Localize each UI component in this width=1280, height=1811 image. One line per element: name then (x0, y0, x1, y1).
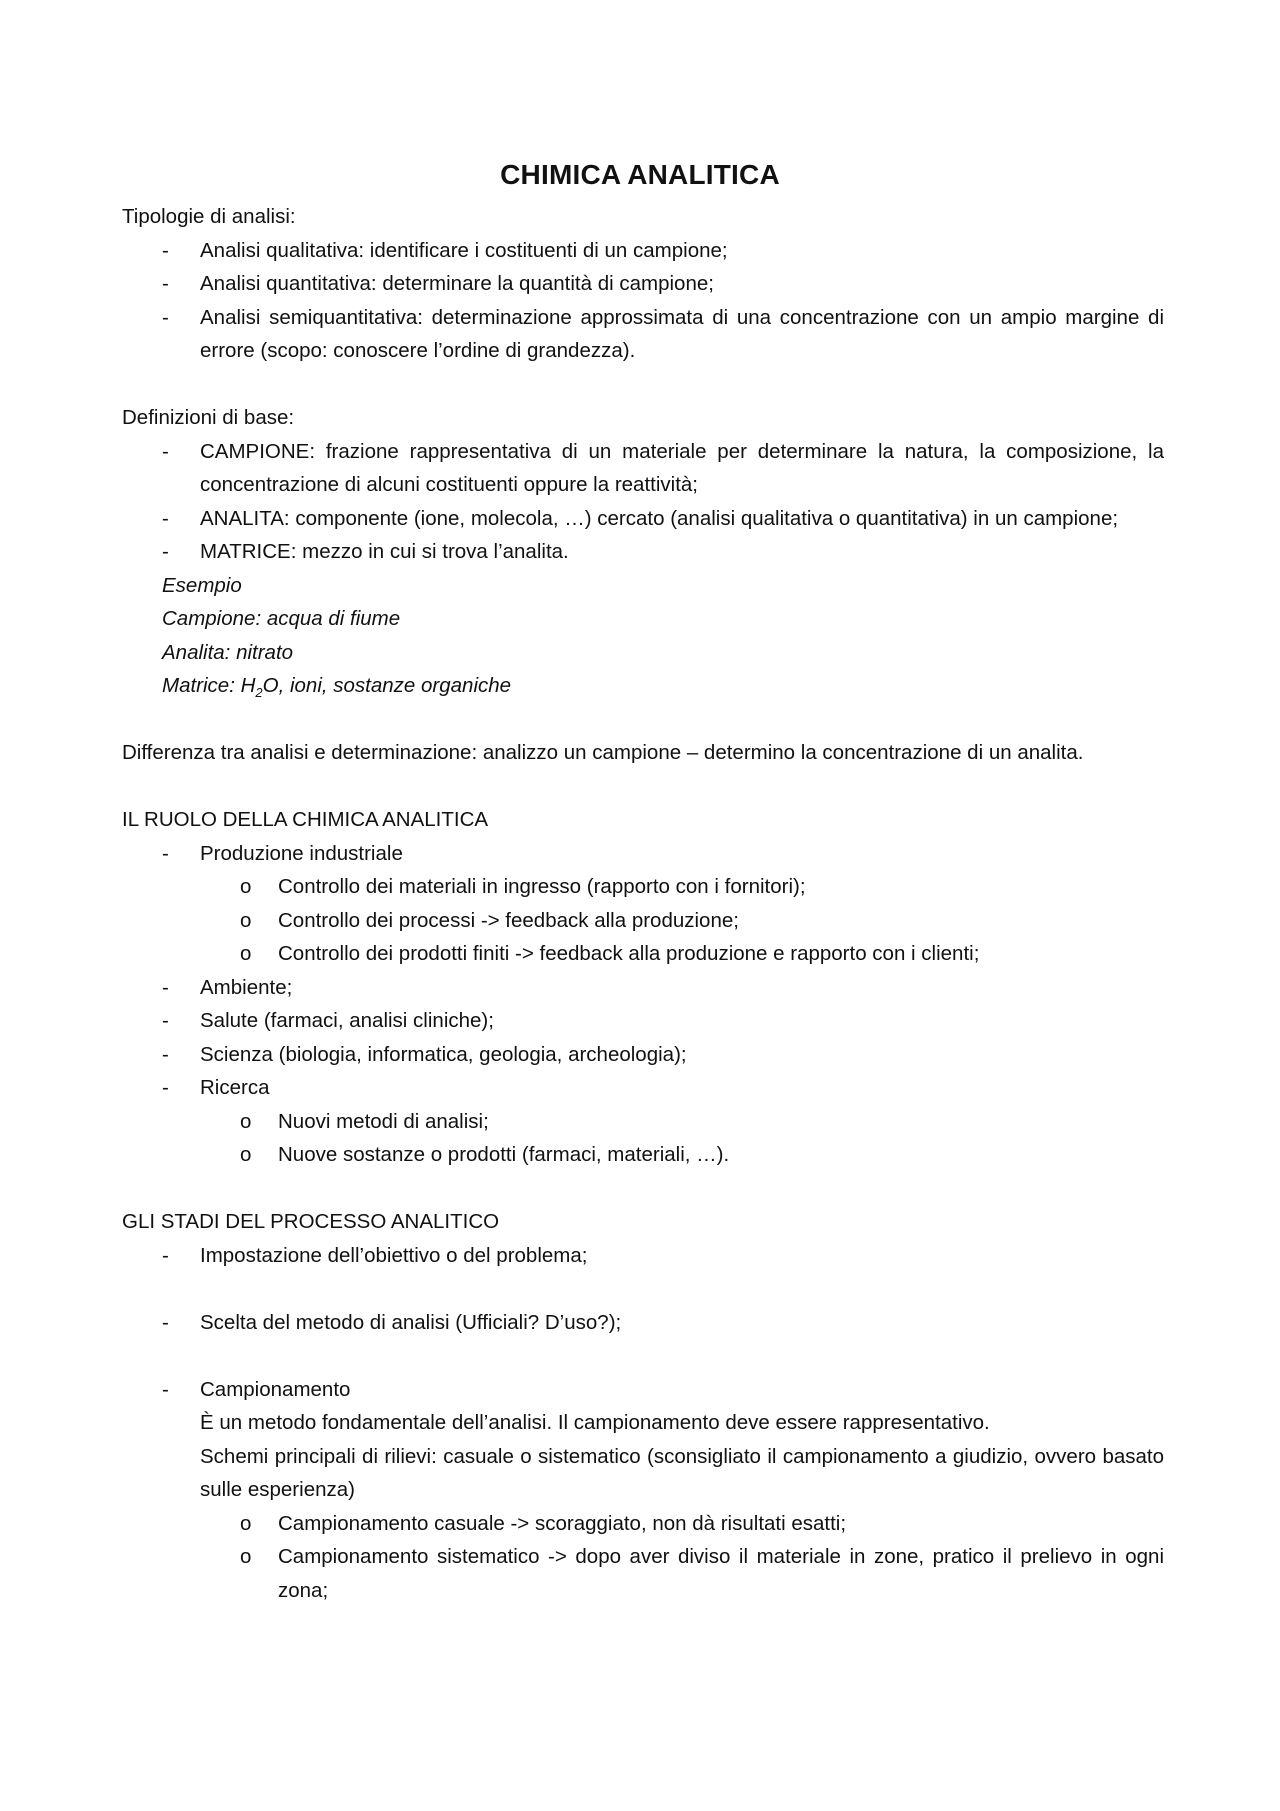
sub-list-item: o Controllo dei processi -> feedback alla produzione; (200, 904, 1164, 938)
stadi-list (122, 1239, 1164, 1273)
esempio-campione: Campione: acqua di fiume (162, 607, 401, 630)
sub-list-item: o Nuove sostanze o prodotti (farmaci, materiali, …). (200, 1138, 1164, 1172)
list-item: - Ambiente; (122, 971, 1164, 1005)
ruolo-heading: IL RUOLO DELLA CHIMICA ANALITICA (122, 808, 489, 831)
stadi-heading: GLI STADI DEL PROCESSO ANALITICO (122, 1210, 500, 1233)
list-item: - Scelta del metodo di analisi (Ufficiali? D’uso?); (122, 1306, 1164, 1340)
list-item: - CAMPIONE: frazione rappresentativa di un materiale per determinare la natura, la composizione, la concentrazione di alcuni costituenti oppure la reattività; (122, 435, 1164, 502)
list-item: - Analisi qualitativa: identificare i costituenti di un campione; (122, 234, 1164, 268)
matrice-suffix: O, ioni, sostanze organiche (262, 674, 512, 697)
produzione-sublist (200, 870, 1164, 971)
spacer (122, 703, 1164, 737)
list-item: - MATRICE: mezzo in cui si trova l’analita. (122, 535, 1164, 569)
campionamento-paragraph: È un metodo fondamentale dell’analisi. Il campionamento deve essere rappresentativo. (200, 1411, 990, 1434)
list-item: - ANALITA: componente (ione, molecola, …) cercato (analisi qualitativa o quantitativa) in un campione; (122, 502, 1164, 536)
tipologie-list (122, 234, 1164, 368)
ricerca-sublist (200, 1105, 1164, 1172)
spacer (122, 1172, 1164, 1206)
page-title: CHIMICA ANALITICA (500, 159, 780, 190)
list-item: - Analisi semiquantitativa: determinazione approssimata di una concentrazione con un ampio margine di errore (scopo: conoscere l’ordine di grandezza). (122, 301, 1164, 368)
esempio-heading: Esempio (162, 573, 242, 597)
spacer (122, 1339, 1164, 1373)
document-body (122, 200, 1164, 1607)
list-item (122, 1071, 1164, 1172)
stadi-list (122, 1373, 1164, 1407)
stadi-list (122, 1306, 1164, 1340)
sub-list-item: o Controllo dei prodotti finiti -> feedback alla produzione e rapporto con i clienti; (200, 937, 1164, 971)
spacer (122, 368, 1164, 402)
sub-list-item: o Controllo dei materiali in ingresso (rapporto con i fornitori); (200, 870, 1164, 904)
differenza-text: Differenza tra analisi e determinazione: analizzo un campione – determino la concentrazione di un analita. (122, 741, 1084, 764)
list-item: - Salute (farmaci, analisi cliniche); (122, 1004, 1164, 1038)
definizioni-label: Definizioni di base: (122, 406, 295, 429)
spacer (122, 1272, 1164, 1306)
sub-list-item: o Nuovi metodi di analisi; (200, 1105, 1164, 1139)
list-item: - Analisi quantitativa: determinare la quantità di campione; (122, 267, 1164, 301)
sub-list-item: o Campionamento sistematico -> dopo aver diviso il materiale in zone, pratico il prelievo in ogni zona; (200, 1540, 1164, 1607)
esempio-matrice (122, 669, 1164, 703)
ruolo-list (122, 837, 1164, 1172)
spacer (122, 770, 1164, 804)
definizioni-list (122, 435, 1164, 569)
sub-list-item: o Campionamento casuale -> scoraggiato, non dà risultati esatti; (200, 1507, 1164, 1541)
esempio-analita: Analita: nitrato (162, 640, 294, 664)
campionamento-paragraph: Schemi principali di rilievi: casuale o sistematico (sconsigliato il campionamento a giudizio, ovvero basato sulle esperienza) (200, 1444, 1164, 1501)
list-item (122, 837, 1164, 971)
list-item: - Impostazione dell’obiettivo o del problema; (122, 1239, 1164, 1273)
matrice-subscript: 2 (255, 685, 263, 701)
matrice-prefix: Matrice: H (162, 674, 256, 697)
produzione-label: Produzione industriale (200, 841, 403, 865)
ricerca-label: Ricerca (200, 1076, 270, 1099)
list-item: - Scienza (biologia, informatica, geologia, archeologia); (122, 1038, 1164, 1072)
tipologie-label: Tipologie di analisi: (122, 205, 296, 228)
campionamento-sublist (122, 1507, 1164, 1608)
list-item: - Campionamento (122, 1373, 1164, 1407)
